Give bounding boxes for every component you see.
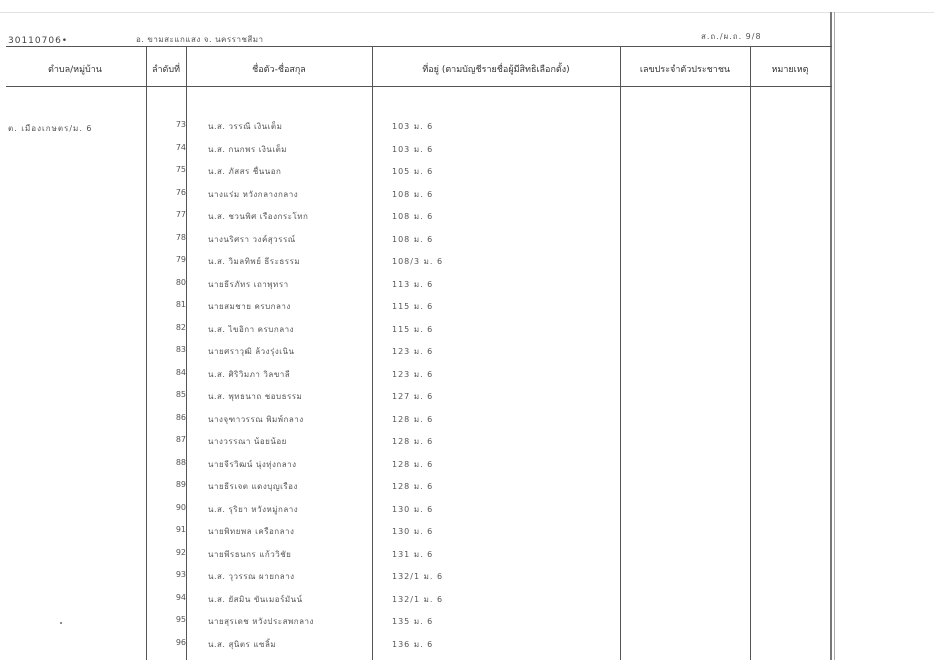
row-address: 136 ม. 6 — [392, 639, 434, 649]
table-row — [0, 525, 830, 545]
row-address: 105 ม. 6 — [392, 167, 434, 176]
row-address: 108/3 ม. 6 — [392, 257, 444, 266]
header-address: ที่อยู่ (ตามบัญชีรายชื่อผู้มีสิทธิเลือกตั้ง) — [422, 65, 570, 75]
row-address: 130 ม. 6 — [392, 527, 434, 536]
subdistrict-cell: ต. เมืองเกษตร/ม. 6 — [8, 124, 93, 133]
row-full-name: น.ส. ศิริวิมภา วิลขาลี — [208, 369, 291, 379]
table-row — [0, 278, 830, 298]
row-full-name: นายธีรภัทร เถาพุทรา — [208, 279, 289, 289]
table-row — [0, 368, 830, 388]
row-order-number: 88 — [175, 457, 186, 467]
row-order-number: 91 — [175, 525, 186, 534]
row-address: 108 ม. 6 — [392, 212, 434, 221]
table-row — [0, 188, 830, 208]
row-full-name: นางจุฑาวรรณ พิมพ์กลาง — [208, 414, 304, 424]
row-full-name: น.ส. วรรณี เงินเต็ม — [208, 122, 283, 131]
table-row — [0, 638, 830, 658]
row-full-name: นายศราวุฒิ ล้วงรุ่งเนิน — [208, 347, 295, 356]
row-order-number: 81 — [175, 300, 186, 309]
row-order-number: 74 — [175, 142, 186, 152]
table-row — [0, 593, 830, 613]
table-row — [0, 435, 830, 455]
row-full-name: น.ส. รุริยา หวังหมู่กลาง — [208, 504, 299, 514]
row-order-number: 75 — [175, 165, 186, 174]
header-name: ชื่อตัว-ชื่อสกุล — [252, 65, 306, 75]
scan-right-edge — [830, 12, 832, 660]
row-address: 128 ม. 6 — [392, 482, 434, 491]
row-order-number: 83 — [175, 345, 186, 354]
row-address: 127 ม. 6 — [392, 392, 434, 401]
table-row — [0, 615, 830, 635]
row-address: 108 ม. 6 — [392, 234, 434, 244]
row-full-name: น.ส. ไขอิกา ครบกลาง — [208, 324, 295, 334]
row-full-name: น.ส. วิมลทิพย์ ธีระธรรม — [208, 257, 301, 266]
table-row — [0, 143, 830, 163]
row-full-name: นายสุรเดช หวังประสพกลาง — [208, 617, 314, 626]
row-address: 115 ม. 6 — [392, 302, 434, 311]
row-order-number: 77 — [175, 210, 186, 219]
table-row — [0, 233, 830, 253]
row-order-number: 80 — [175, 277, 186, 287]
row-order-number: 93 — [175, 570, 186, 579]
header-bottom-border — [6, 86, 832, 87]
table-row — [0, 300, 830, 320]
row-order-number: 78 — [175, 232, 186, 242]
row-address: 135 ม. 6 — [392, 617, 434, 626]
row-address: 132/1 ม. 6 — [392, 572, 444, 581]
row-order-number: 84 — [175, 367, 186, 377]
row-order-number: 86 — [175, 412, 186, 422]
row-full-name: นายพีรธนกร แก้ววิชัย — [208, 549, 292, 559]
table-row — [0, 503, 830, 523]
row-address: 128 ม. 6 — [392, 414, 434, 424]
row-order-number: 95 — [175, 615, 186, 624]
form-code: ส.ถ./ผ.ถ. 9/8 — [701, 32, 762, 41]
table-row — [0, 458, 830, 478]
row-address: 103 ม. 6 — [392, 122, 434, 131]
row-order-number: 76 — [175, 187, 186, 197]
row-address: 128 ม. 6 — [392, 437, 434, 446]
row-full-name: นายสมชาย ครบกลาง — [208, 302, 291, 311]
row-address: 113 ม. 6 — [392, 279, 434, 289]
row-order-number: 73 — [175, 120, 186, 129]
table-row — [0, 548, 830, 568]
row-address: 123 ม. 6 — [392, 369, 434, 379]
document-code: 30110706• — [8, 36, 69, 46]
row-order-number: 82 — [175, 322, 186, 332]
row-full-name: นางวรรณา น้อยน้อย — [208, 437, 287, 446]
row-order-number: 85 — [175, 390, 186, 399]
table-row — [0, 210, 830, 230]
header-id-number: เลขประจำตัวประชาชน — [639, 65, 731, 75]
table-row — [0, 323, 830, 343]
scan-top-edge — [0, 12, 934, 13]
row-order-number: 90 — [175, 502, 186, 512]
row-full-name: น.ส. ภัสสร ชื่นนอก — [208, 167, 282, 176]
table-row — [0, 480, 830, 500]
header-remark: หมายเหตุ — [771, 65, 809, 75]
row-order-number: 89 — [175, 480, 186, 489]
row-full-name: นางนริศรา วงค์สุวรรณ์ — [208, 234, 296, 244]
row-address: 128 ม. 6 — [392, 459, 434, 469]
row-full-name: น.ส. ชวนพิศ เรืองกระโทก — [208, 212, 309, 221]
row-address: 131 ม. 6 — [392, 549, 434, 559]
row-order-number: 96 — [175, 637, 186, 647]
row-full-name: นายพิทยพล เครือกลาง — [208, 527, 295, 536]
table-top-border — [6, 46, 832, 47]
row-address: 130 ม. 6 — [392, 504, 434, 514]
district-label: อ. ขามสะแกแสง จ. นครราชสีมา — [136, 35, 264, 44]
table-row — [0, 345, 830, 365]
row-full-name: นายธีรเจต แดงบุญเรือง — [208, 482, 298, 491]
row-address: 132/1 ม. 6 — [392, 594, 444, 604]
table-row — [0, 413, 830, 433]
row-full-name: นายจีรวิฒน์ นุ่งทุ่งกลาง — [208, 459, 297, 469]
table-row — [0, 165, 830, 185]
row-order-number: 92 — [175, 547, 186, 557]
row-full-name: นางแร่ม หวังกลางกลาง — [208, 189, 299, 199]
row-order-number: 79 — [175, 255, 186, 264]
scan-right-edge-inner — [834, 12, 835, 660]
table-row — [0, 255, 830, 275]
header-order: ลำดับที่ — [151, 65, 181, 75]
row-full-name: น.ส. ยัสมิน ขันเมอร์มันน์ — [208, 594, 303, 604]
row-address: 108 ม. 6 — [392, 189, 434, 199]
header-subdistrict: ตำบล/หมู่บ้าน — [48, 65, 102, 75]
scan-speck — [60, 622, 62, 624]
table-row — [0, 390, 830, 410]
row-order-number: 87 — [175, 435, 186, 444]
row-address: 123 ม. 6 — [392, 347, 434, 356]
row-full-name: น.ส. สุนิตร แซลิ้ม — [208, 639, 277, 649]
row-address: 103 ม. 6 — [392, 144, 434, 154]
table-row — [0, 120, 830, 140]
row-full-name: น.ส. กนกพร เงินเต็ม — [208, 144, 288, 154]
row-order-number: 94 — [175, 592, 186, 602]
row-full-name: น.ส. วุวรรณ ผายกลาง — [208, 572, 295, 581]
table-row — [0, 570, 830, 590]
row-full-name: น.ส. พุทธนาถ ชอบธรรม — [208, 392, 303, 401]
row-address: 115 ม. 6 — [392, 324, 434, 334]
